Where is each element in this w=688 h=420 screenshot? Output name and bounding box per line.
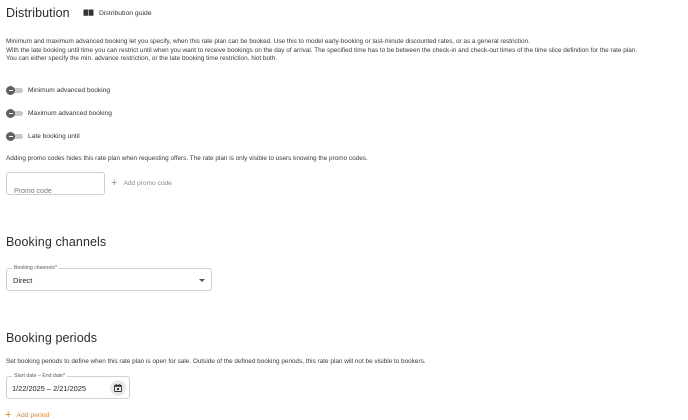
- booking-channels-title: Booking channels: [6, 235, 107, 249]
- date-range-label: Start date – End date*: [14, 373, 66, 379]
- plus-icon: +: [111, 177, 118, 189]
- late-booking-toggle[interactable]: [6, 132, 23, 140]
- add-promo-code-button[interactable]: [111, 178, 172, 189]
- date-range-value: 1/22/2025 – 2/21/2025: [12, 384, 86, 393]
- promo-note: Adding promo codes hides this rate plan when requesting offers. The rate plan is only visible to users knowing the promo codes.: [6, 155, 368, 162]
- distribution-guide-label: Distribution guide: [99, 9, 152, 17]
- description-line: Minimum and maximum advanced booking let you specify, when this rate plan can be booked. Use this to model early-booking or last-minute discounted rates, or as a general restriction.: [6, 38, 530, 45]
- description-line: With the late booking until time you can restrict until when you want to receive bookings on the day of arrival. The specified time has to be between the check-in and check-out times of the time slice definition for the rate plan.: [6, 46, 638, 54]
- promo-code-field[interactable]: [6, 172, 105, 195]
- add-period-label: Add period: [16, 412, 50, 419]
- calendar-icon: [114, 379, 122, 397]
- toggle-row-min-advanced: [6, 86, 110, 94]
- plus-icon: +: [5, 409, 12, 420]
- booking-periods-title: Booking periods: [6, 331, 98, 345]
- distribution-title: Distribution: [6, 6, 70, 20]
- description-line: You can either specify the min. advance restriction, or the late booking time restriction. Not both.: [6, 55, 278, 63]
- toggle-label: Minimum advanced booking: [28, 86, 111, 94]
- toggle-row-late-booking: [6, 132, 80, 140]
- toggle-label: Maximum advanced booking: [28, 109, 112, 117]
- book-icon: [83, 9, 94, 17]
- toggle-label: Late booking until: [28, 132, 80, 140]
- add-period-button[interactable]: [5, 410, 49, 420]
- add-promo-code-label: Add promo code: [123, 180, 172, 187]
- toggle-row-max-advanced: [6, 109, 112, 117]
- promo-code-input[interactable]: [14, 188, 97, 195]
- booking-period-date-range[interactable]: [6, 373, 130, 399]
- booking-channels-select[interactable]: [6, 265, 212, 291]
- distribution-description: [6, 38, 637, 64]
- booking-channels-field-label: Booking channels*: [14, 265, 57, 271]
- booking-channels-value: Direct: [13, 276, 33, 285]
- chevron-down-icon: [199, 279, 205, 282]
- distribution-guide-link[interactable]: [83, 9, 152, 17]
- calendar-button[interactable]: [110, 380, 126, 396]
- min-advanced-booking-toggle[interactable]: [6, 86, 23, 94]
- max-advanced-booking-toggle[interactable]: [6, 109, 23, 117]
- booking-periods-description: Set booking periods to define when this rate plan is open for sale. Outside of the defined booking periods, this rate plan will not be visible to bookers.: [6, 358, 426, 365]
